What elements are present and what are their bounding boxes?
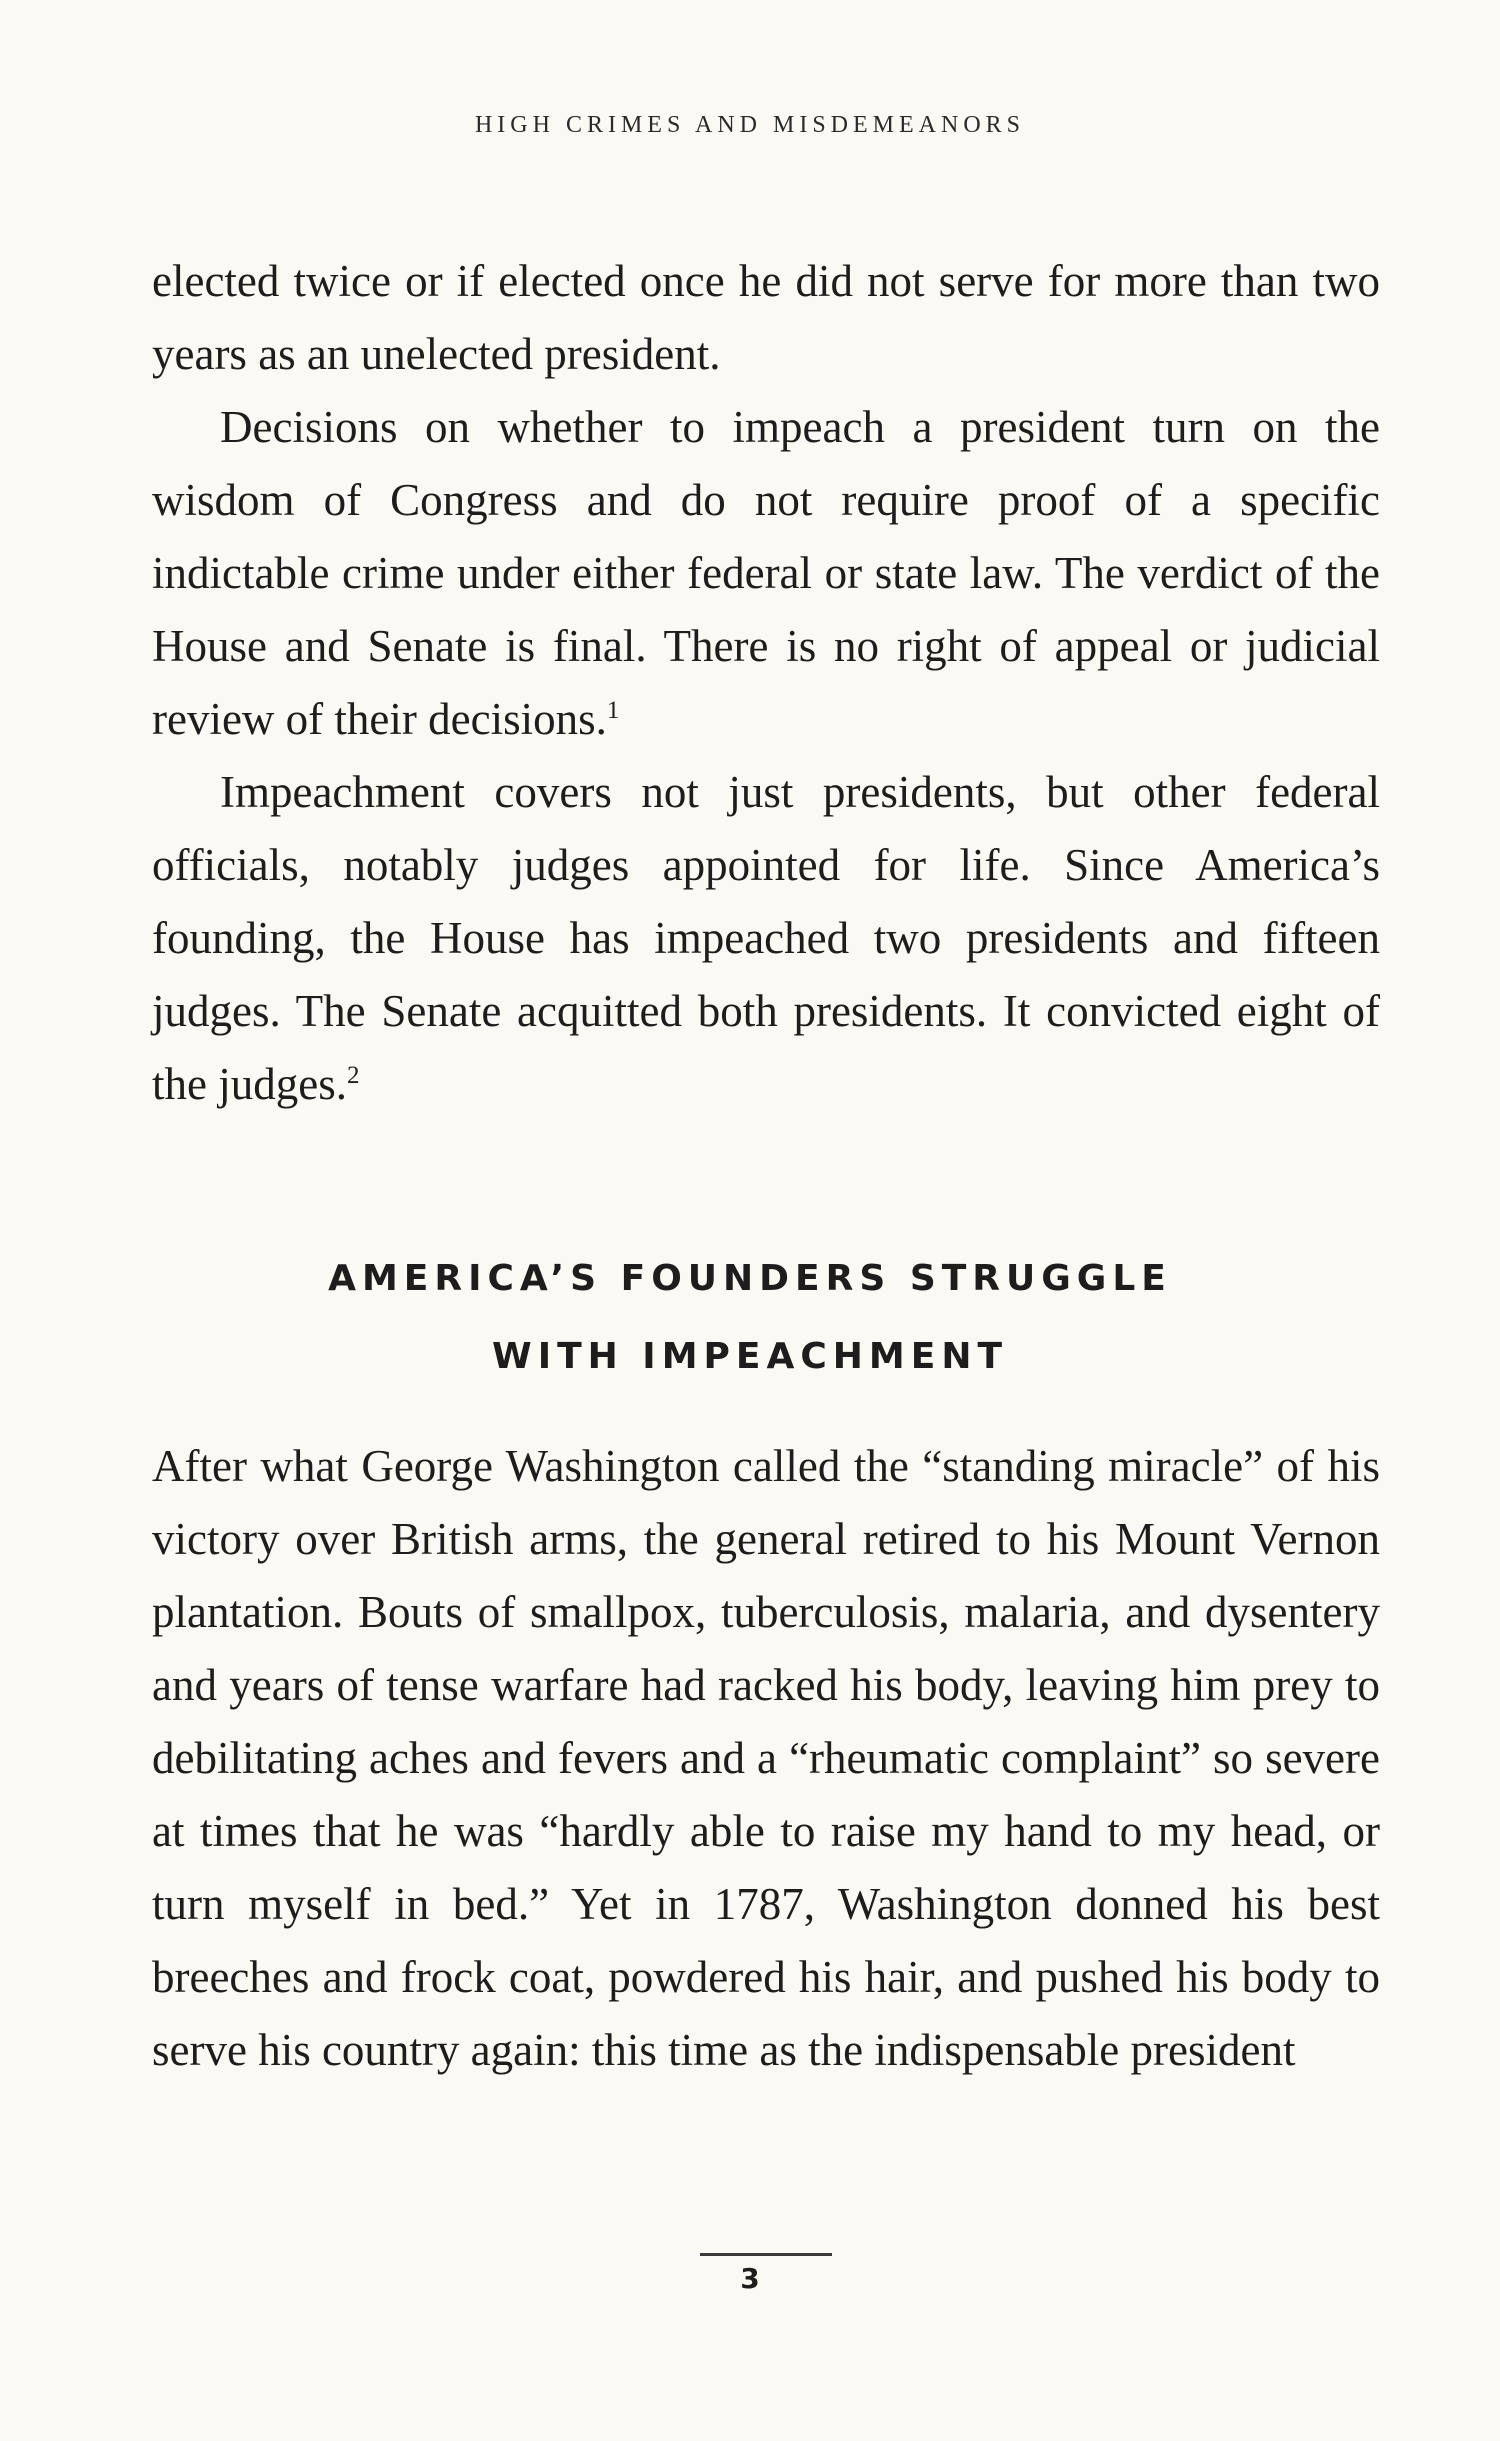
running-head: HIGH CRIMES AND MISDEMEANORS	[474, 112, 1026, 138]
paragraph-text: Decisions on whether to impeach a president turn on the wisdom of Congress and do not require proof of a specific indictable crime under either federal or state law. The verdict of the House and Senate is final. There is no right of appeal or judicial review of their decisions.	[152, 402, 1380, 744]
paragraph	[152, 756, 1380, 1121]
footnote-marker: 2	[346, 1062, 360, 1089]
page-number: 3	[740, 2262, 760, 2295]
body-text-bottom	[152, 1430, 1380, 2087]
section-heading-line: WITH IMPEACHMENT	[491, 1336, 1009, 1377]
paragraph	[152, 245, 1380, 391]
paragraph-text: After what George Washington called the “standing miracle” of his victory over British arms, the general retired to his Mount Vernon plantation. Bouts of smallpox, tuberculosis, malaria, and dysentery and years of tense warfare had racked his body, leaving him prey to debilitating aches and fevers and a “rheumatic complaint” so severe at times that he was “hardly able to raise my hand to my head, or turn myself in bed.” Yet in 1787, Washington donned his best breeches and frock coat, powdered his hair, and pushed his body to serve his country again: this time as the indispensable president	[152, 1441, 1380, 2075]
paragraph	[152, 391, 1380, 756]
footnote-marker: 1	[606, 697, 620, 724]
paragraph-text: Impeachment covers not just presidents, but other federal officials, notably judges appointed for life. Since America’s founding, the House has impeached two presidents and fifteen judges. The Senate acquitted both presidents. It convicted eight of the judges.	[152, 767, 1380, 1109]
section-heading-line: AMERICA’S FOUNDERS STRUGGLE	[328, 1258, 1172, 1299]
paragraph	[152, 1430, 1380, 2087]
body-text-top	[152, 245, 1380, 1121]
footer-rule	[700, 2253, 832, 2256]
paragraph-text: elected twice or if elected once he did not serve for more than two years as an unelected president.	[152, 256, 1380, 379]
section-heading	[0, 1240, 1500, 1396]
